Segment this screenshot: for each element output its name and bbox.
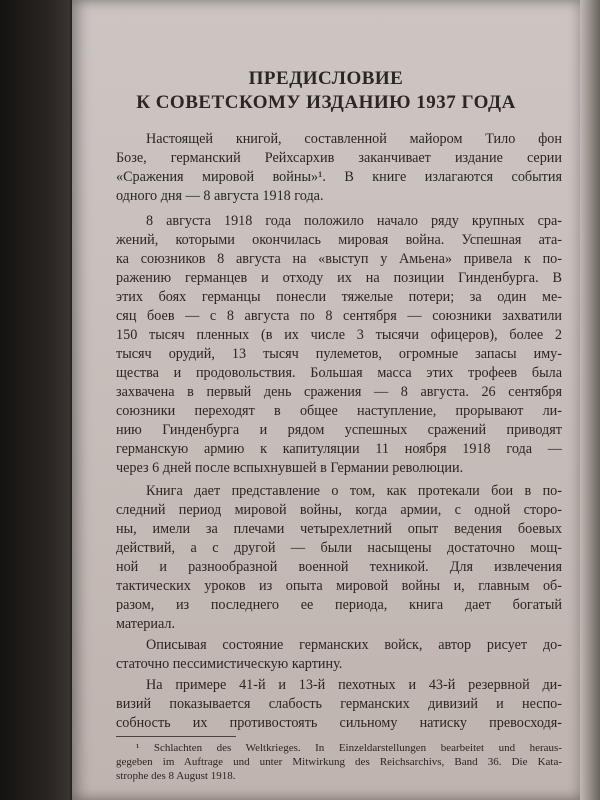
- body-line: ка союзников 8 августа на «выступ у Амьена» привела к по-: [116, 251, 562, 267]
- body-line: сяц боев — с 8 августа по 8 сентября — союзники захватили: [116, 308, 562, 324]
- body-line: визий показывается слабость германских дивизий и неспо-: [116, 696, 562, 712]
- body-line: нию Гинденбурга и рядом успешных сражений приводят: [116, 422, 562, 438]
- page-title: ПРЕДИСЛОВИЕ: [248, 68, 404, 89]
- body-line: 8 августа 1918 года положило начало ряду крупных сра-: [146, 213, 562, 229]
- footnote-line: ¹ Schlachten des Weltkrieges. In Einzeldarstellungen bearbeitet und heraus-: [136, 742, 562, 754]
- body-line: Настоящей книгой, составленной майором Тило фон: [146, 131, 562, 147]
- body-line: действий, а с другой — были насыщены достаточно мощ-: [116, 540, 562, 556]
- body-line: собность их противостоять сильному натиску превосходя-: [116, 715, 562, 731]
- body-line: ной и разнообразной военной техникой. Для извлечения: [116, 559, 562, 575]
- body-line: статочно пессимистическую картину.: [116, 656, 343, 672]
- body-line: 150 тысяч пленных (в их числе 3 тысячи офицеров), более 2: [116, 327, 562, 343]
- page-stack-edge: [578, 0, 600, 800]
- footnote-line: strophe des 8 August 1918.: [116, 770, 236, 782]
- body-line: тысяч орудий, 13 тысяч пулеметов, огромные запасы иму-: [116, 346, 562, 362]
- body-line: тактических уроков из опыта мировой войны и, главным об-: [116, 578, 562, 594]
- body-line: разом, из последнего ее периода, книга дает богатый: [116, 597, 562, 613]
- page-subtitle: К СОВЕТСКОМУ ИЗДАНИЮ 1937 ГОДА: [136, 92, 516, 113]
- body-line: германскую армию к капитуляции 11 ноября 1918 года —: [116, 441, 562, 457]
- body-line: этих боях германцы понесли тяжелые потери; за один ме-: [116, 289, 562, 305]
- body-line: Книга дает представление о том, как протекали бои в по-: [146, 483, 562, 499]
- footnote-divider: [116, 736, 236, 737]
- body-line: Бозе, германский Рейхсархив заканчивает издание серии: [116, 150, 562, 166]
- body-line: союзники переходят в общее наступление, прорывают ли-: [116, 403, 562, 419]
- book-page: [72, 0, 580, 800]
- body-line: следний период мировой войны, когда армии, с одной сторо-: [116, 502, 562, 518]
- body-line: ны, имели за плечами четырехлетний опыт ведения боевых: [116, 521, 562, 537]
- body-line: Описывая состояние германских войск, автор рисует до-: [146, 637, 562, 653]
- body-line: ражению германцев и отходу их на позиции Гинденбурга. В: [116, 270, 562, 286]
- body-line: жений, которыми окончилась мировая война. Успешная ата-: [116, 232, 562, 248]
- body-line: На примере 41-й и 13-й пехотных и 43-й резервной ди-: [146, 677, 562, 693]
- body-line: одного дня — 8 августа 1918 года.: [116, 188, 324, 204]
- body-line: материал.: [116, 616, 176, 632]
- body-line: через 6 дней после вспыхнувшей в Германии революции.: [116, 460, 464, 476]
- body-line: захвачена в первый день сражения — 8 августа. 26 сентября: [116, 384, 562, 400]
- body-line: щества и продовольствия. Большая масса этих трофеев была: [116, 365, 562, 381]
- body-line: «Сражения мировой войны»¹. В книге излагаются события: [116, 169, 562, 185]
- footnote-line: gegeben im Auftrage und unter Mitwirkung des Reichsarchivs, Band 36. Die Kata-: [116, 756, 562, 768]
- book-spine-shadow: [0, 0, 70, 800]
